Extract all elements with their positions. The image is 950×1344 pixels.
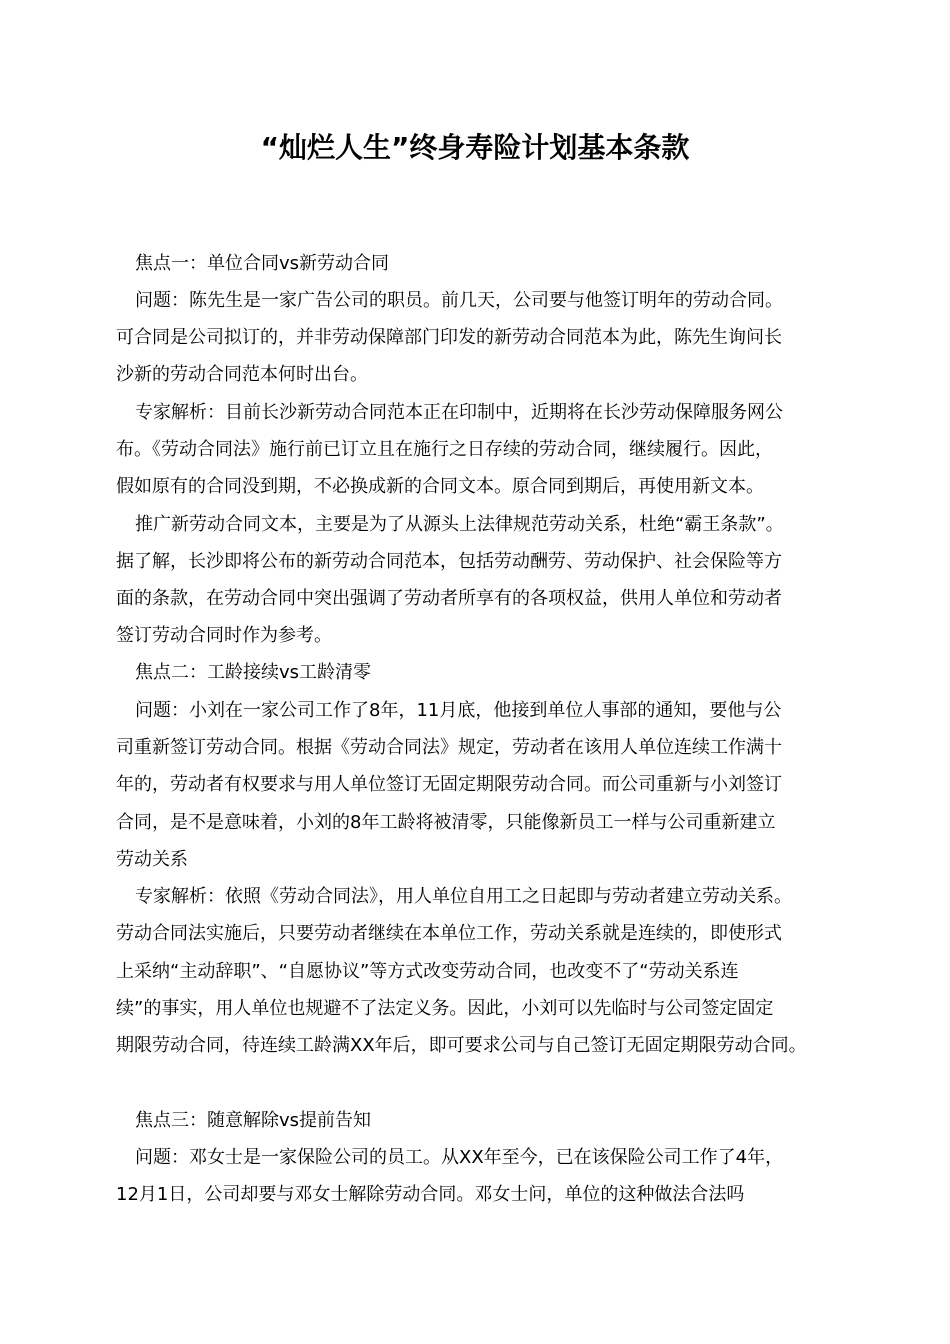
paragraph-line: 劳动合同法实施后，只要劳动者继续在本单位工作，劳动关系就是连续的，即使形式	[116, 923, 782, 944]
paragraph-line: 问题：邓女士是一家保险公司的员工。从XX年至今，已在该保险公司工作了4年，	[135, 1147, 784, 1168]
paragraph-line: 假如原有的合同没到期，不必换成新的合同文本。原合同到期后，再使用新文本。	[116, 476, 764, 497]
paragraph-line: 合同，是不是意味着，小刘的8年工龄将被清零，只能像新员工一样与公司重新建立	[116, 812, 776, 833]
paragraph-line: 据了解，长沙即将公布的新劳动合同范本，包括劳动酬劳、劳动保护、社会保险等方	[116, 551, 782, 572]
paragraph-line: 问题：小刘在一家公司工作了8年，11月底，他接到单位人事部的通知，要他与公	[135, 700, 782, 721]
paragraph-line: 专家解析：依照《劳动合同法》，用人单位自用工之日起即与劳动者建立劳动关系。	[135, 886, 792, 907]
paragraph-line: 推广新劳动合同文本，主要是为了从源头上法律规范劳动关系，杜绝“霸王条款”。	[135, 514, 784, 535]
paragraph-line: 期限劳动合同，待连续工龄满XX年后，即可要求公司与自己签订无固定期限劳动合同。	[116, 1035, 807, 1056]
focus-2-heading: 焦点二：工龄接续vs工龄清零	[135, 662, 372, 683]
paragraph-line: 布。《劳动合同法》施行前已订立且在施行之日存续的劳动合同，继续履行。因此，	[116, 439, 773, 460]
paragraph-line: 司重新签订劳动合同。根据《劳动合同法》规定，劳动者在该用人单位连续工作满十	[116, 737, 782, 758]
paragraph-line: 专家解析：目前长沙新劳动合同范本正在印制中，近期将在长沙劳动保障服务网公	[135, 402, 783, 423]
paragraph-line: 上采纳“主动辞职”、“自愿协议”等方式改变劳动合同，也改变不了“劳动关系连	[116, 961, 739, 982]
document-title: “灿烂人生”终身寿险计划基本条款	[260, 131, 690, 164]
paragraph-line: 问题：陈先生是一家广告公司的职员。前几天，公司要与他签订明年的劳动合同。	[135, 290, 783, 311]
paragraph-line: 签订劳动合同时作为参考。	[116, 625, 332, 646]
paragraph-line: 12月1日，公司却要与邓女士解除劳动合同。邓女士问，单位的这种做法合法吗	[116, 1184, 745, 1205]
paragraph-line: 续”的事实，用人单位也规避不了法定义务。因此，小刘可以先临时与公司签定固定	[116, 998, 774, 1019]
focus-3-heading: 焦点三：随意解除vs提前告知	[135, 1110, 372, 1131]
paragraph-line: 劳动关系	[116, 849, 188, 870]
paragraph-line: 可合同是公司拟订的，并非劳动保障部门印发的新劳动合同范本为此，陈先生询问长	[116, 327, 782, 348]
paragraph-line: 沙新的劳动合同范本何时出台。	[116, 364, 368, 385]
paragraph-line: 年的，劳动者有权要求与用人单位签订无固定期限劳动合同。而公司重新与小刘签订	[116, 774, 782, 795]
focus-1-heading: 焦点一：单位合同vs新劳动合同	[135, 253, 390, 274]
paragraph-line: 面的条款，在劳动合同中突出强调了劳动者所享有的各项权益，供用人单位和劳动者	[116, 588, 782, 609]
